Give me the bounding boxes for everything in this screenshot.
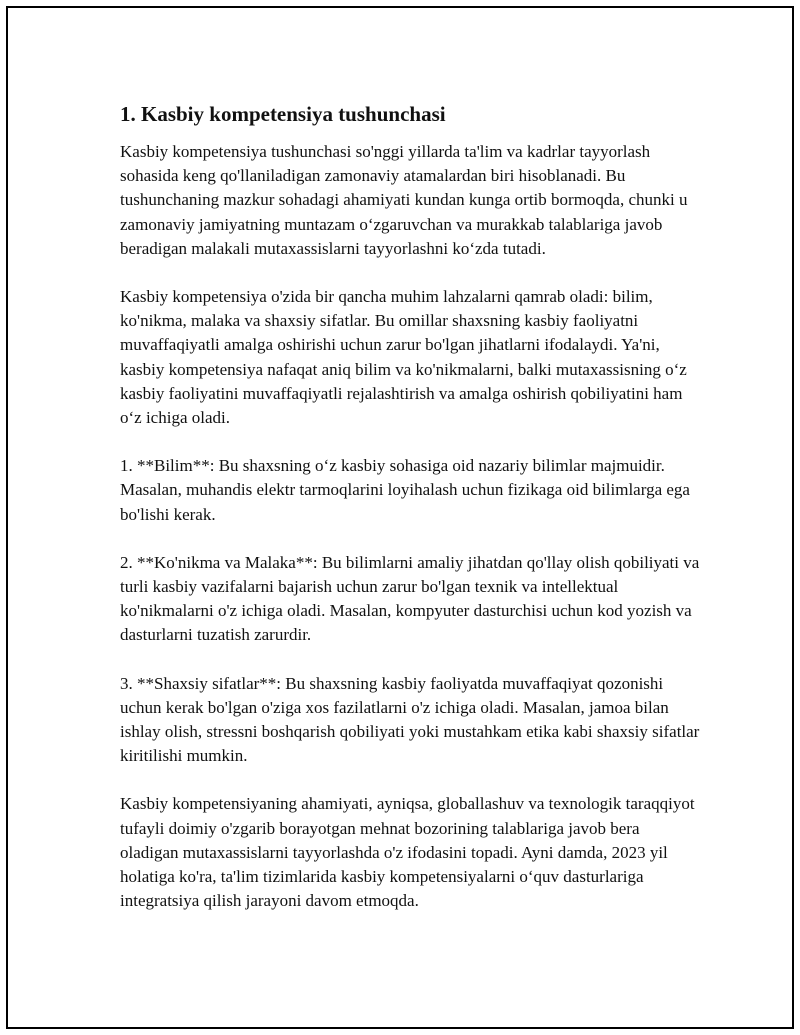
paragraph-intro: Kasbiy kompetensiya tushunchasi so'nggi yillarda ta'lim va kadrlar tayyorlash sohasida keng qo'llaniladigan zamonaviy atamalardan biri hisoblanadi. Bu tushunchaning mazkur sohadagi ahamiyati kundan kunga ortib bormoqda, chunki u zamonaviy jamiyatning muntazam o‘zgaruvchan va murakkab talablariga javob beradigan malakali mutaxassislarni tayyorlashni ko‘zda tutadi. [120,142,688,258]
document-page [6,6,794,1029]
list-item-shaxsiy-sifatlar: 3. **Shaxsiy sifatlar**: Bu shaxsning kasbiy faoliyatda muvaffaqiyat qozonishi uchun kerak bo'lgan o'ziga xos fazilatlarni o'z ichiga oladi. Masalan, jamoa bilan ishlay olish, stressni boshqarish qobiliyati yoki mustahkam etika kabi shaxsiy sifatlar kiritilishi mumkin. [120,673,700,766]
paragraph-conclusion: Kasbiy kompetensiyaning ahamiyati, ayniqsa, globallashuv va texnologik taraqqiyot tufayli doimiy o'zgarib borayotgan mehnat bozorining talablariga javob bera oladigan mutaxassislarni tayyorlashda o'z ifodasini topadi. Ayni damda, 2023 yil holatiga ko'ra, ta'lim tizimlarida kasbiy kompetensiyalarni o‘quv dasturlariga integratsiya qilish jarayoni davom etmoqda. [120,794,695,911]
list-item-bilim: 1. **Bilim**: Bu shaxsning o‘z kasbiy sohasiga oid nazariy bilimlar majmuidir. Masalan, muhandis elektr tarmoqlarini loyihalash uchun fizikaga oid bilimlarga ega bo'lishi kerak. [120,456,690,524]
list-item-konikma: 2. **Ko'nikma va Malaka**: Bu bilimlarni amaliy jihatdan qo'llay olish qobiliyati va turli kasbiy vazifalarni bajarish uchun zarur bo'lgan texnik va intellektual ko'nikmalarni o'z ichiga oladi. Masalan, kompyuter dasturchisi uchun kod yozish va dasturlarni tuzatish zarurdir. [120,552,700,645]
page-title: 1. Kasbiy kompetensiya tushunchasi [120,102,446,126]
paragraph-components: Kasbiy kompetensiya o'zida bir qancha muhim lahzalarni qamrab oladi: bilim, ko'nikma, malaka va shaxsiy sifatlar. Bu omillar shaxsning kasbiy faoliyatni muvaffaqiyatli amalga oshirishi uchun zarur bo'lgan jihatlarni ifodalaydi. Ya'ni, kasbiy kompetensiya nafaqat aniq bilim va ko'nikmalarni, balki mutaxassisning o‘z kasbiy faoliyatini muvaffaqiyatli rejalashtirish va amalga oshirish qobiliyatini ham o‘z ichiga oladi. [120,287,687,428]
document-body [120,100,700,937]
